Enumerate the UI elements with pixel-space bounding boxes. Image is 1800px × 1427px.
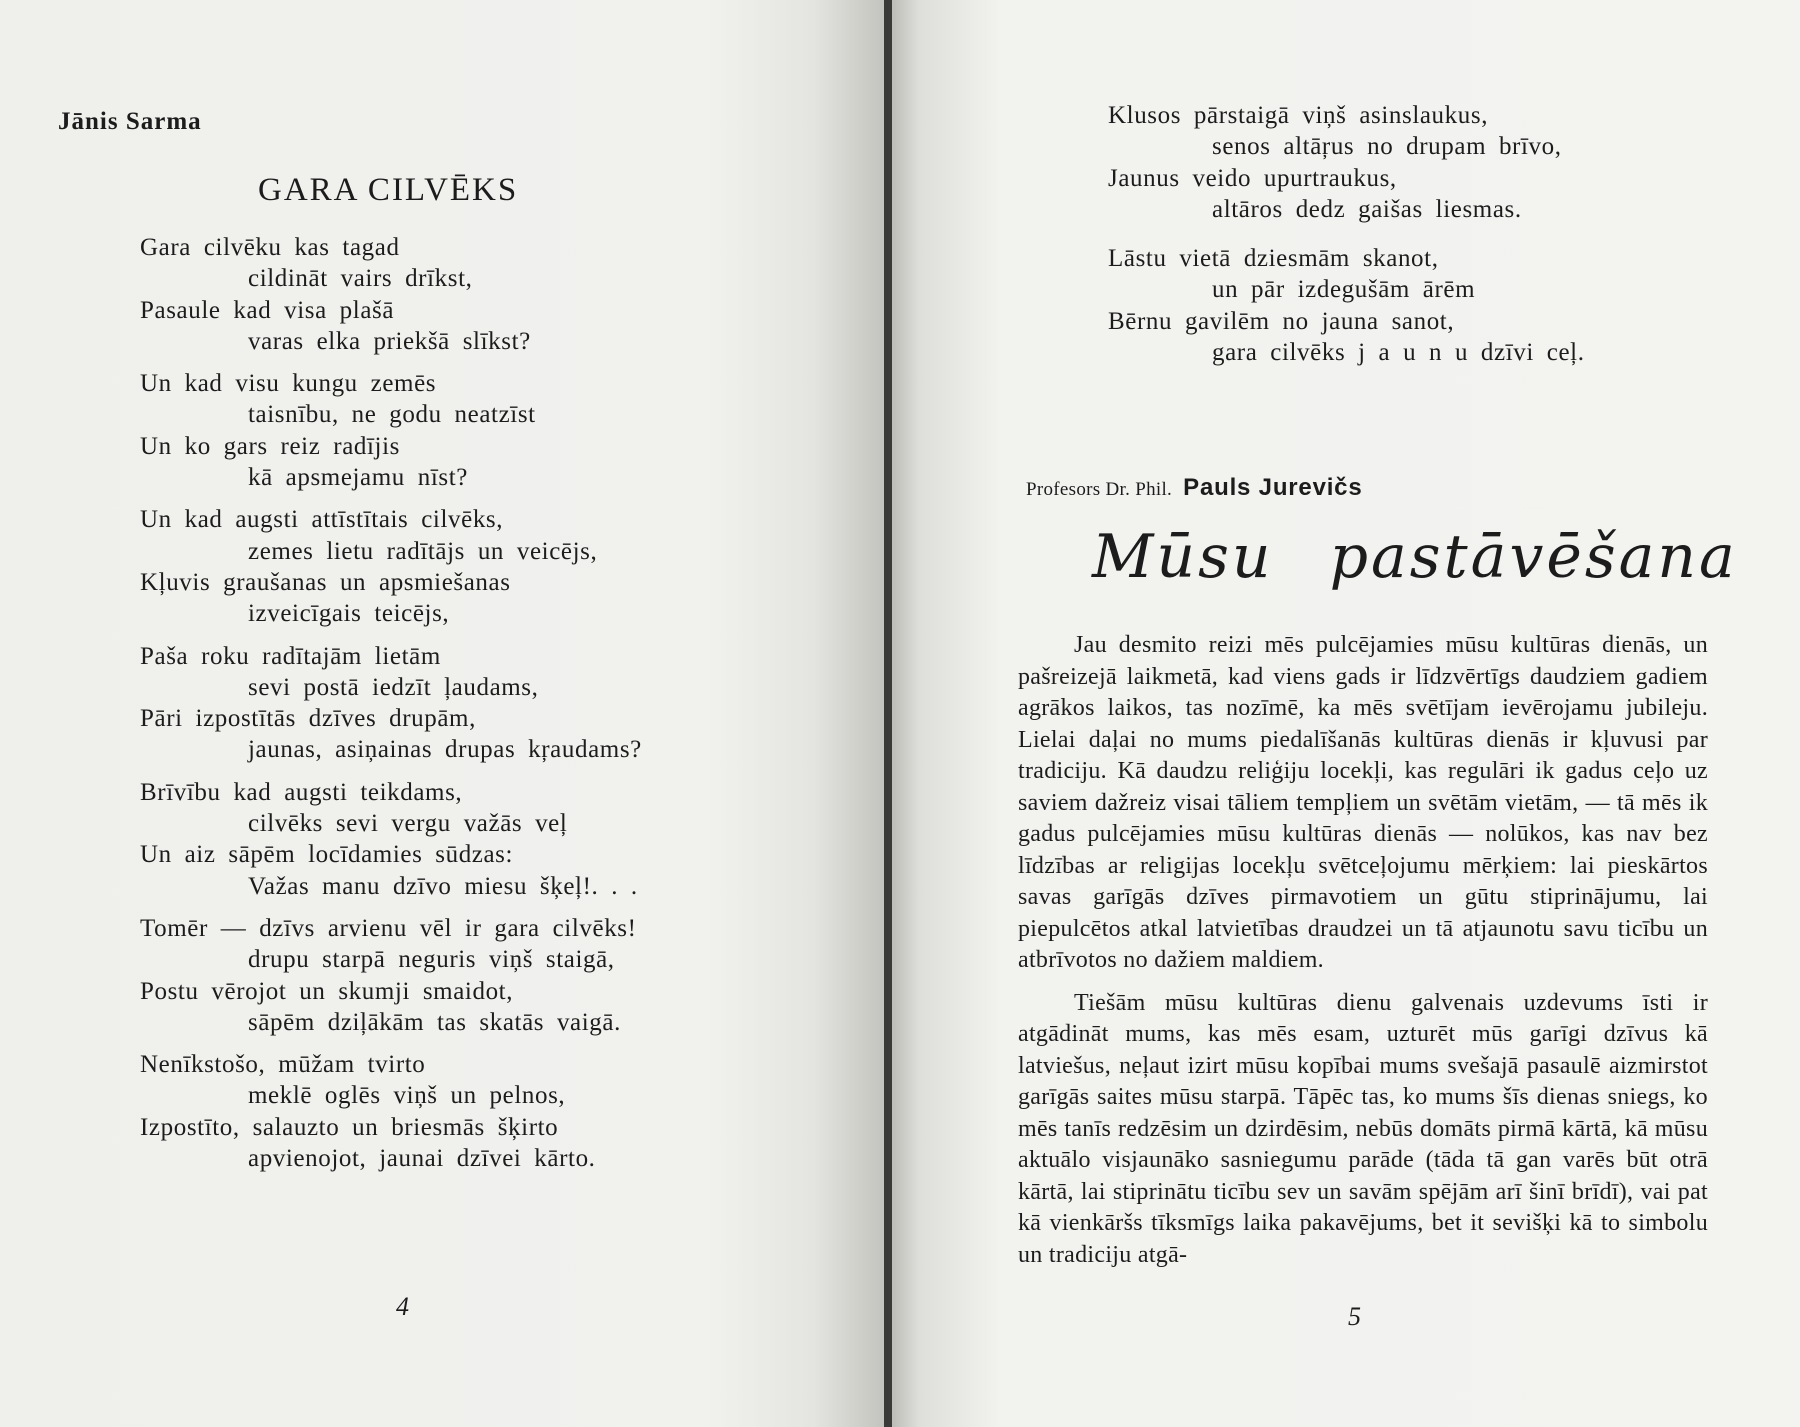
poem-stanza xyxy=(140,368,642,493)
poem-line: Nenīkstošo, mūžam tvirto xyxy=(140,1051,426,1079)
poem-line: sevi postā iedzīt ļaudams, xyxy=(248,673,539,701)
poem-line: Jaunus veido upurtraukus, xyxy=(1108,164,1397,192)
essay-paragraph: Tiešām mūsu kultūras dienu galvenais uzdevums īsti ir atgādināt mums, kas mēs esam, uzturēt mūs garīgi dzīvus kā latviešus, neļaut izirt mūsu kopībai mums svešajā pasaulē aizmirstot garīgās saites mūsu starpā. Tāpēc tas, ko mums šīs dienas sniegs, ko mēs tanīs redzēsim un dzirdēsim, nebūs domāts pirmā kārtā, kā mūsu aktuālo visjaunāko sasniegumu parāde (tāda tā gan varēs būt otrā kārtā, lai stiprinātu ticību sev un savām spējām arī šinī brīdī), vai pat kā vienkāršs tīksmīgs laika pakavējums, bet it sevišķi kā to simbolu un tradiciju atgā- xyxy=(1018,989,1708,1268)
poem-line: kā apsmejamu nīst? xyxy=(248,464,468,492)
poem-line: taisnību, ne godu neatzīst xyxy=(248,401,536,429)
page-number: 4 xyxy=(396,1292,409,1321)
poem-stanza xyxy=(1108,243,1585,368)
essay-title: Mūsu pastāvēšana xyxy=(1092,522,1738,592)
poem-line: izveicīgais teicējs, xyxy=(248,600,450,628)
poem-stanza xyxy=(140,504,642,629)
poem-stanza xyxy=(140,641,642,766)
poem-line: cilvēks sevi vergu važās veļ xyxy=(248,810,568,838)
poem-line: drupu starpā neguris viņš staigā, xyxy=(248,946,615,974)
poem-line: senos altāŗus no drupam brīvo, xyxy=(1212,133,1562,161)
poem-line: zemes lietu radītājs un veicējs, xyxy=(248,537,598,565)
byline-author: Pauls Jurevičs xyxy=(1183,474,1363,501)
book-gutter xyxy=(884,0,892,1427)
poem-line: Izpostīto, salauzto un briesmās šķirto xyxy=(140,1113,559,1141)
poem-line: Un aiz sāpēm locīdamies sūdzas: xyxy=(140,841,514,869)
poem-line: Bērnu gavilēm no jauna sanot, xyxy=(1108,307,1455,335)
essay-byline xyxy=(1026,474,1362,502)
byline-prefix: Profesors Dr. Phil. xyxy=(1026,479,1173,500)
poem-line: Važas manu dzīvo miesu šķeļ!. . . xyxy=(248,872,638,900)
poem-line: Gara cilvēku kas tagad xyxy=(140,234,400,261)
poem-line: Paša roku radītajām lietām xyxy=(140,642,441,670)
poem-line: Klusos pārstaigā viņš asinslaukus, xyxy=(1108,102,1489,129)
poem-line: cildināt vairs drīkst, xyxy=(248,265,473,293)
poem-line: Brīvību kad augsti teikdams, xyxy=(140,778,463,806)
poem-line: meklē oglēs viņš un pelnos, xyxy=(248,1082,566,1110)
poem-line: un pār izdegušām ārēm xyxy=(1212,276,1476,304)
poem-stanza xyxy=(140,777,642,902)
poem-line: altāros dedz gaišas liesmas. xyxy=(1212,195,1522,223)
poem-title: GARA CILVĒKS xyxy=(258,172,519,208)
poem-line: Un kad visu kungu zemēs xyxy=(140,370,437,398)
page-number: 5 xyxy=(1348,1302,1361,1331)
poem-line: Lāstu vietā dziesmām skanot, xyxy=(1108,245,1439,273)
poem-stanza xyxy=(140,232,642,357)
essay-body xyxy=(1018,630,1708,1282)
poem-line: varas elka priekšā slīkst? xyxy=(248,327,531,355)
poem-stanza xyxy=(1108,100,1585,225)
poem-body xyxy=(140,232,642,1185)
poem-line: Un ko gars reiz radījis xyxy=(140,432,400,460)
poem-line: Postu vērojot un skumji smaidot, xyxy=(140,977,514,1005)
poem-stanza xyxy=(140,1049,642,1174)
essay-paragraph: Jau desmito reizi mēs pulcējamies mūsu kultūras dienās, un pašreizejā laikmetā, kad viens gads ir līdzvērtīgs daudziem gadiem agrākos laikos, tas nozīmē, ka mēs svētījam ievērojamu jubileju. Lielai daļai no mums piedalīšanās kultūras dienās ir kļuvusi par tradiciju. Kā daudzu reliģiju locekļi, kas regulāri ik gadus ceļo uz saviem dažreiz visai tāliem tempļiem un svētām vietām, — tā mēs ik gadus pulcējamies mūsu kultūras dienās — nolūkos, kas nav bez līdzības ar religijas locekļu svētceļojumu mērķiem: lai pieskārtos savas garīgās dzīves pirmavotiem un gūtu stiprinājumu, lai piepulcētos atkal latvietības draudzei un tā atjaunotu savu ticību un atbrīvotos no dažiem maldiem. xyxy=(1018,632,1708,973)
poem-line: Un kad augsti attīstītais cilvēks, xyxy=(140,506,504,534)
poem-line: gara cilvēks j a u n u dzīvi ceļ. xyxy=(1212,339,1585,367)
poem-line: Pasaule kad visa plašā xyxy=(140,296,395,324)
poem-line: apvienojot, jaunai dzīvei kārto. xyxy=(248,1145,596,1173)
poem-line: jaunas, asiņainas drupas kŗaudams? xyxy=(248,736,642,764)
poem-continuation xyxy=(1108,100,1585,386)
poem-line: Pāri izpostītās dzīves drupām, xyxy=(140,705,476,733)
poem-line: Tomēr — dzīvs arvienu vēl ir gara cilvēks! xyxy=(140,914,637,942)
poem-stanza xyxy=(140,913,642,1038)
poem-line: Kļuvis graušanas un apsmiešanas xyxy=(140,568,511,596)
poem-author: Jānis Sarma xyxy=(58,108,202,135)
poem-line: sāpēm dziļākām tas skatās vaigā. xyxy=(248,1008,621,1036)
left-page xyxy=(0,0,884,1427)
